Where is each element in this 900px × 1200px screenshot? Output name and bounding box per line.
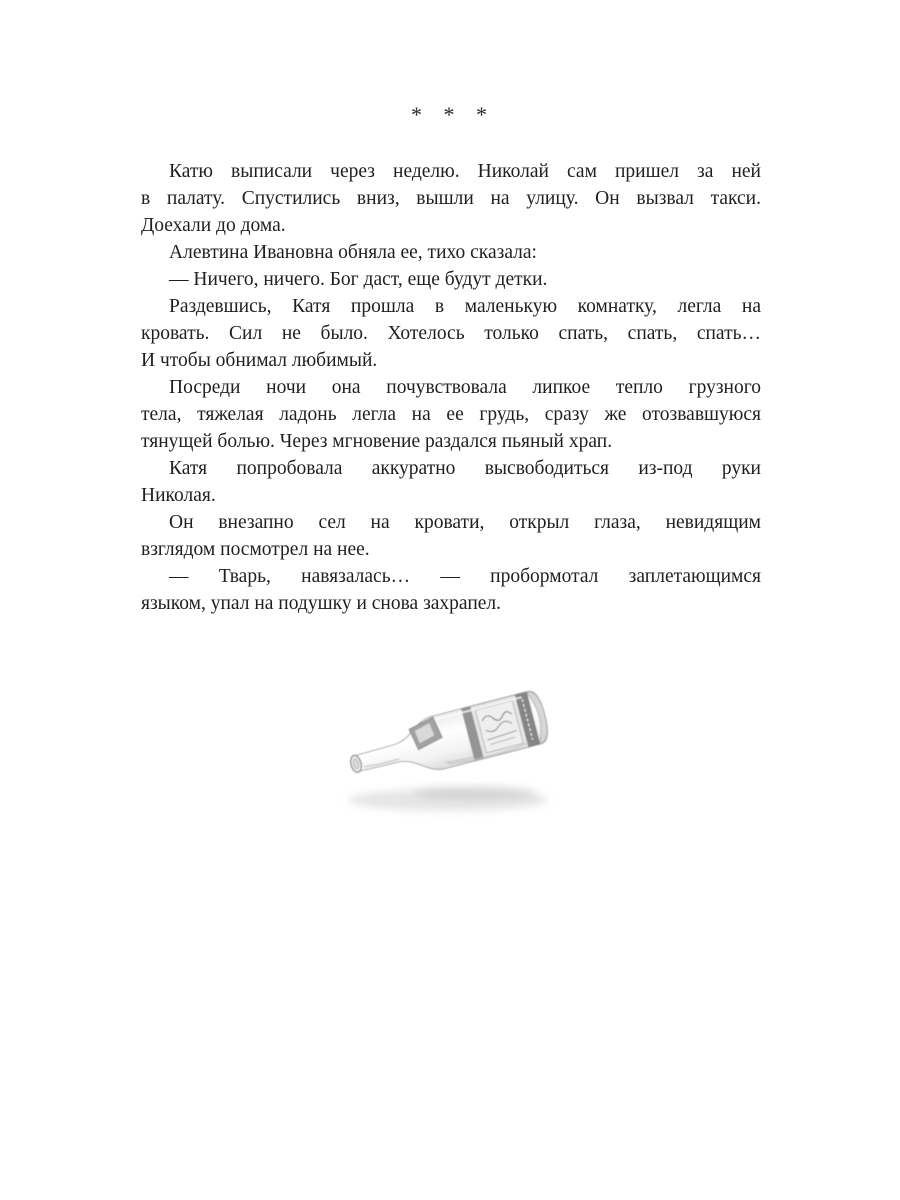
- text-line: тела, тяжелая ладонь легла на ее грудь, сразу же отозвавшуюся: [141, 404, 761, 425]
- text-line: взглядом посмотрел на нее.: [141, 539, 370, 560]
- text-line: Раздевшись, Катя прошла в маленькую комнатку, легла на: [169, 296, 761, 317]
- text-line: Катя попробовала аккуратно высвободиться из-под руки: [169, 458, 761, 479]
- paragraph: [141, 374, 761, 455]
- text-line: Посреди ночи она почувствовала липкое тепло грузного: [169, 377, 761, 398]
- paragraph: [141, 455, 761, 509]
- paragraph: [141, 158, 761, 239]
- text-line: в палату. Спустились вниз, вышли на улицу. Он вызвал такси.: [141, 188, 761, 209]
- section-separator: * * *: [411, 102, 489, 127]
- text-block: [141, 158, 761, 617]
- paragraph: [141, 239, 761, 266]
- text-line: Он внезапно сел на кровати, открыл глаза, невидящим: [169, 512, 761, 533]
- text-line: тянущей болью. Через мгновение раздался пьяный храп.: [141, 431, 613, 452]
- paragraph: [141, 509, 761, 563]
- paragraph: [141, 563, 761, 617]
- paragraph: [141, 266, 761, 293]
- text-line: Доехали до дома.: [141, 215, 286, 236]
- text-line: Алевтина Ивановна обняла ее, тихо сказала:: [169, 242, 537, 263]
- bottle-sketch-icon: [320, 683, 560, 828]
- text-line: кровать. Сил не было. Хотелось только спать, спать, спать…: [141, 323, 761, 344]
- text-line: И чтобы обнимал любимый.: [141, 350, 378, 371]
- text-line: Катю выписали через неделю. Николай сам пришел за ней: [169, 161, 761, 182]
- text-line: — Тварь, навязалась… — пробормотал заплетающимся: [169, 566, 761, 587]
- bottle-illustration: [320, 683, 560, 828]
- text-line: Николая.: [141, 485, 216, 506]
- text-line: языком, упал на подушку и снова захрапел.: [141, 593, 502, 614]
- paragraph: [141, 293, 761, 374]
- text-line: — Ничего, ничего. Бог даст, еще будут детки.: [169, 269, 548, 290]
